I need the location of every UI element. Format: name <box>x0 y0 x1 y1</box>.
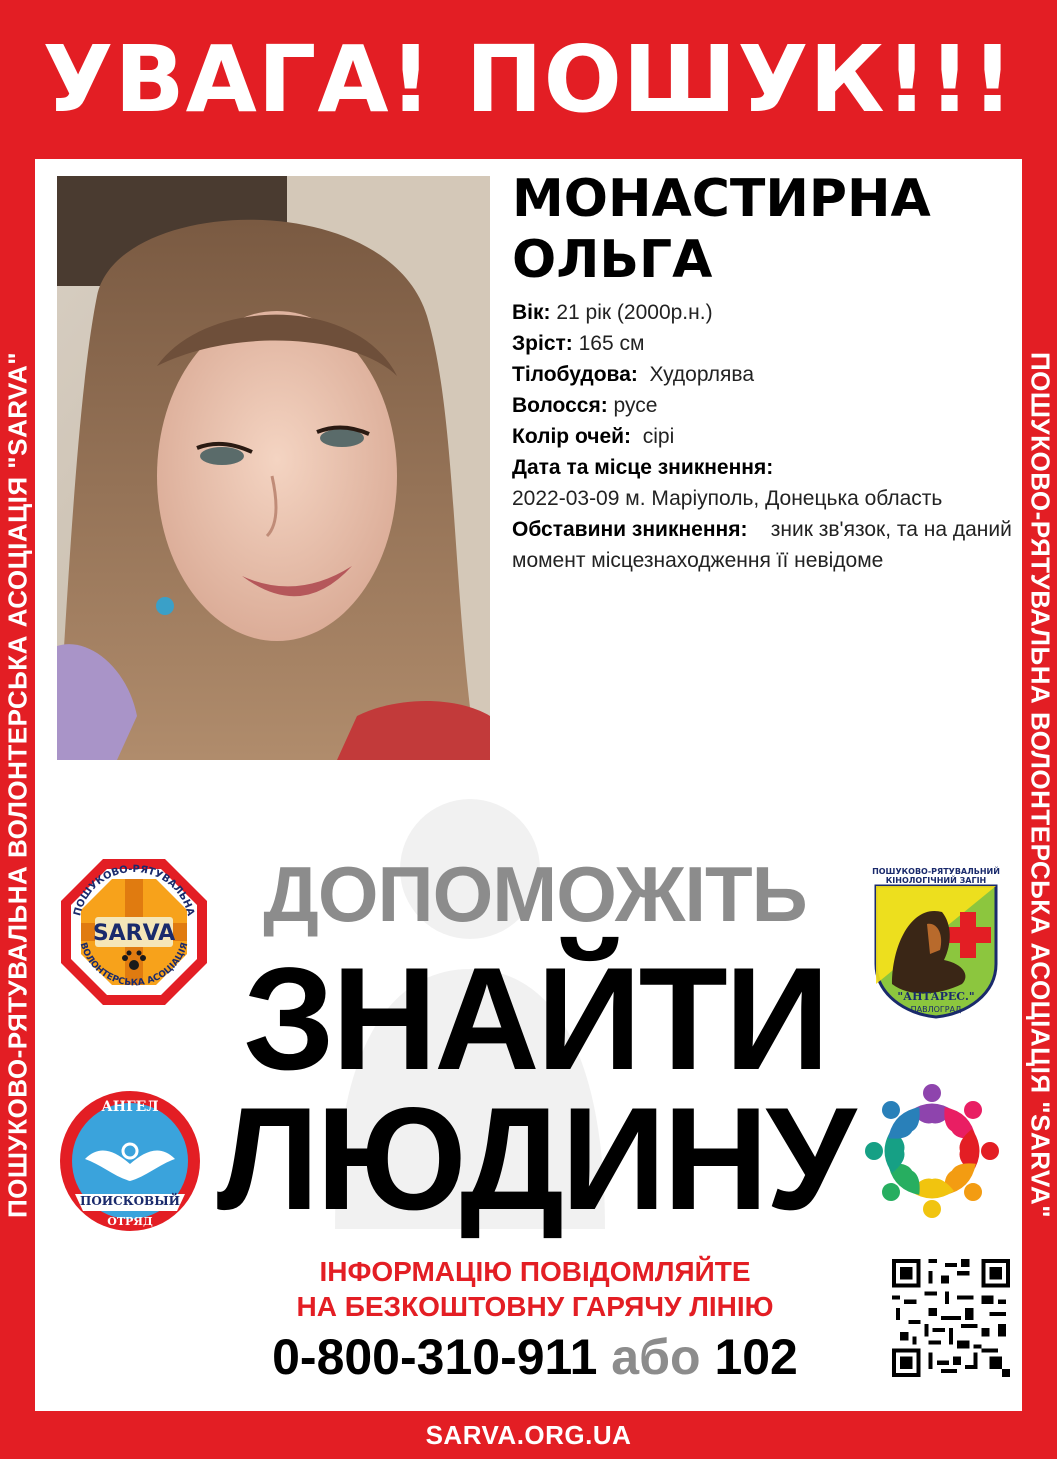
side-text-right: ПОШУКОВО-РЯТУВАЛЬНА ВОЛОНТЕРСЬКА АСОЦІАЦІЯ "SARVA" <box>1025 351 1055 1219</box>
date-place-label: Дата та місце зникнення: <box>512 456 774 479</box>
antares-logo-top2: КІНОЛОГІЧНИЙ ЗАГІН <box>885 876 987 885</box>
height-value: 165 см <box>578 332 645 355</box>
first-name: ОЛЬГА <box>512 230 713 290</box>
header-banner <box>0 0 1057 158</box>
height-row <box>512 328 1012 359</box>
hair-row <box>512 390 1012 421</box>
age-value: 21 рік (2000р.н.) <box>556 301 713 324</box>
date-place-row <box>512 452 1012 483</box>
poster-card <box>35 159 1022 1411</box>
sarva-logo-center: SARVA <box>92 921 176 946</box>
build-row <box>512 359 1012 390</box>
side-band-right <box>1022 159 1057 1411</box>
height-label: Зріст: <box>512 332 573 355</box>
page-title: УВАГА! ПОШУК!!! <box>42 25 1015 133</box>
hair-value: русе <box>613 394 658 417</box>
surname: МОНАСТИРНА <box>512 169 931 229</box>
circumstances-row <box>512 514 1012 576</box>
circumstances-value: зник зв'язок, та на даний момент місцезнаходження її невідоме <box>512 518 1012 572</box>
sarva-logo <box>59 857 209 1007</box>
report-line-1: ІНФОРМАЦІЮ ПОВІДОМЛЯЙТЕ <box>319 1256 751 1287</box>
community-logo <box>857 1076 1007 1226</box>
sarva-logo-bottom: ВОЛОНТЕРСЬКА АСОЦІАЦІЯ <box>77 941 191 989</box>
age-row <box>512 297 1012 328</box>
eyes-value: сірі <box>642 425 675 448</box>
find-heading-line2: ЛЮДИНУ <box>216 1077 854 1240</box>
eyes-row <box>512 421 1012 452</box>
phone-alt[interactable]: 102 <box>714 1329 798 1385</box>
antares-logo-name: "АНТАРЕС." <box>897 990 975 1003</box>
hotline-phone[interactable] <box>215 1327 855 1387</box>
antares-logo-city: ПАВЛОГРАД <box>910 1005 962 1014</box>
sarva-logo-top: ПОШУКОВО-РЯТУВАЛЬНА <box>72 863 196 918</box>
build-label: Тілобудова: <box>512 363 638 386</box>
age-label: Вік: <box>512 301 551 324</box>
website-link[interactable]: SARVA.ORG.UA <box>425 1419 632 1450</box>
phone-main[interactable]: 0-800-310-911 <box>272 1329 598 1385</box>
qr-code[interactable] <box>892 1259 1010 1377</box>
footer-band <box>0 1411 1057 1459</box>
hair-label: Волосся: <box>512 394 608 417</box>
angel-logo-bottom2: ОТРЯД <box>107 1215 153 1228</box>
help-heading: ДОПОМОЖІТЬ <box>263 850 807 938</box>
report-line-2: НА БЕЗКОШТОВНУ ГАРЯЧУ ЛІНІЮ <box>296 1291 774 1322</box>
angel-logo <box>55 1089 205 1234</box>
person-details <box>512 297 1012 576</box>
antares-logo-top1: ПОШУКОВО-РЯТУВАЛЬНИЙ <box>872 867 1000 876</box>
side-band-left <box>0 159 35 1411</box>
person-name <box>512 169 931 291</box>
circumstances-label: Обставини зникнення: <box>512 518 748 541</box>
phone-or: або <box>611 1329 701 1385</box>
find-heading-line1: ЗНАЙТИ <box>243 937 827 1100</box>
eyes-label: Колір очей: <box>512 425 632 448</box>
antares-logo <box>872 864 1000 1019</box>
build-value: Худорлява <box>649 363 755 386</box>
missing-person-photo <box>57 176 490 760</box>
side-text-left: ПОШУКОВО-РЯТУВАЛЬНА ВОЛОНТЕРСЬКА АСОЦІАЦІЯ "SARVA" <box>2 351 32 1219</box>
angel-logo-bottom1: ПОИСКОВЫЙ <box>80 1194 180 1208</box>
angel-logo-top: АНГЕЛ <box>101 1099 159 1115</box>
date-place-value: 2022-03-09 м. Маріуполь, Донецька область <box>512 487 943 510</box>
